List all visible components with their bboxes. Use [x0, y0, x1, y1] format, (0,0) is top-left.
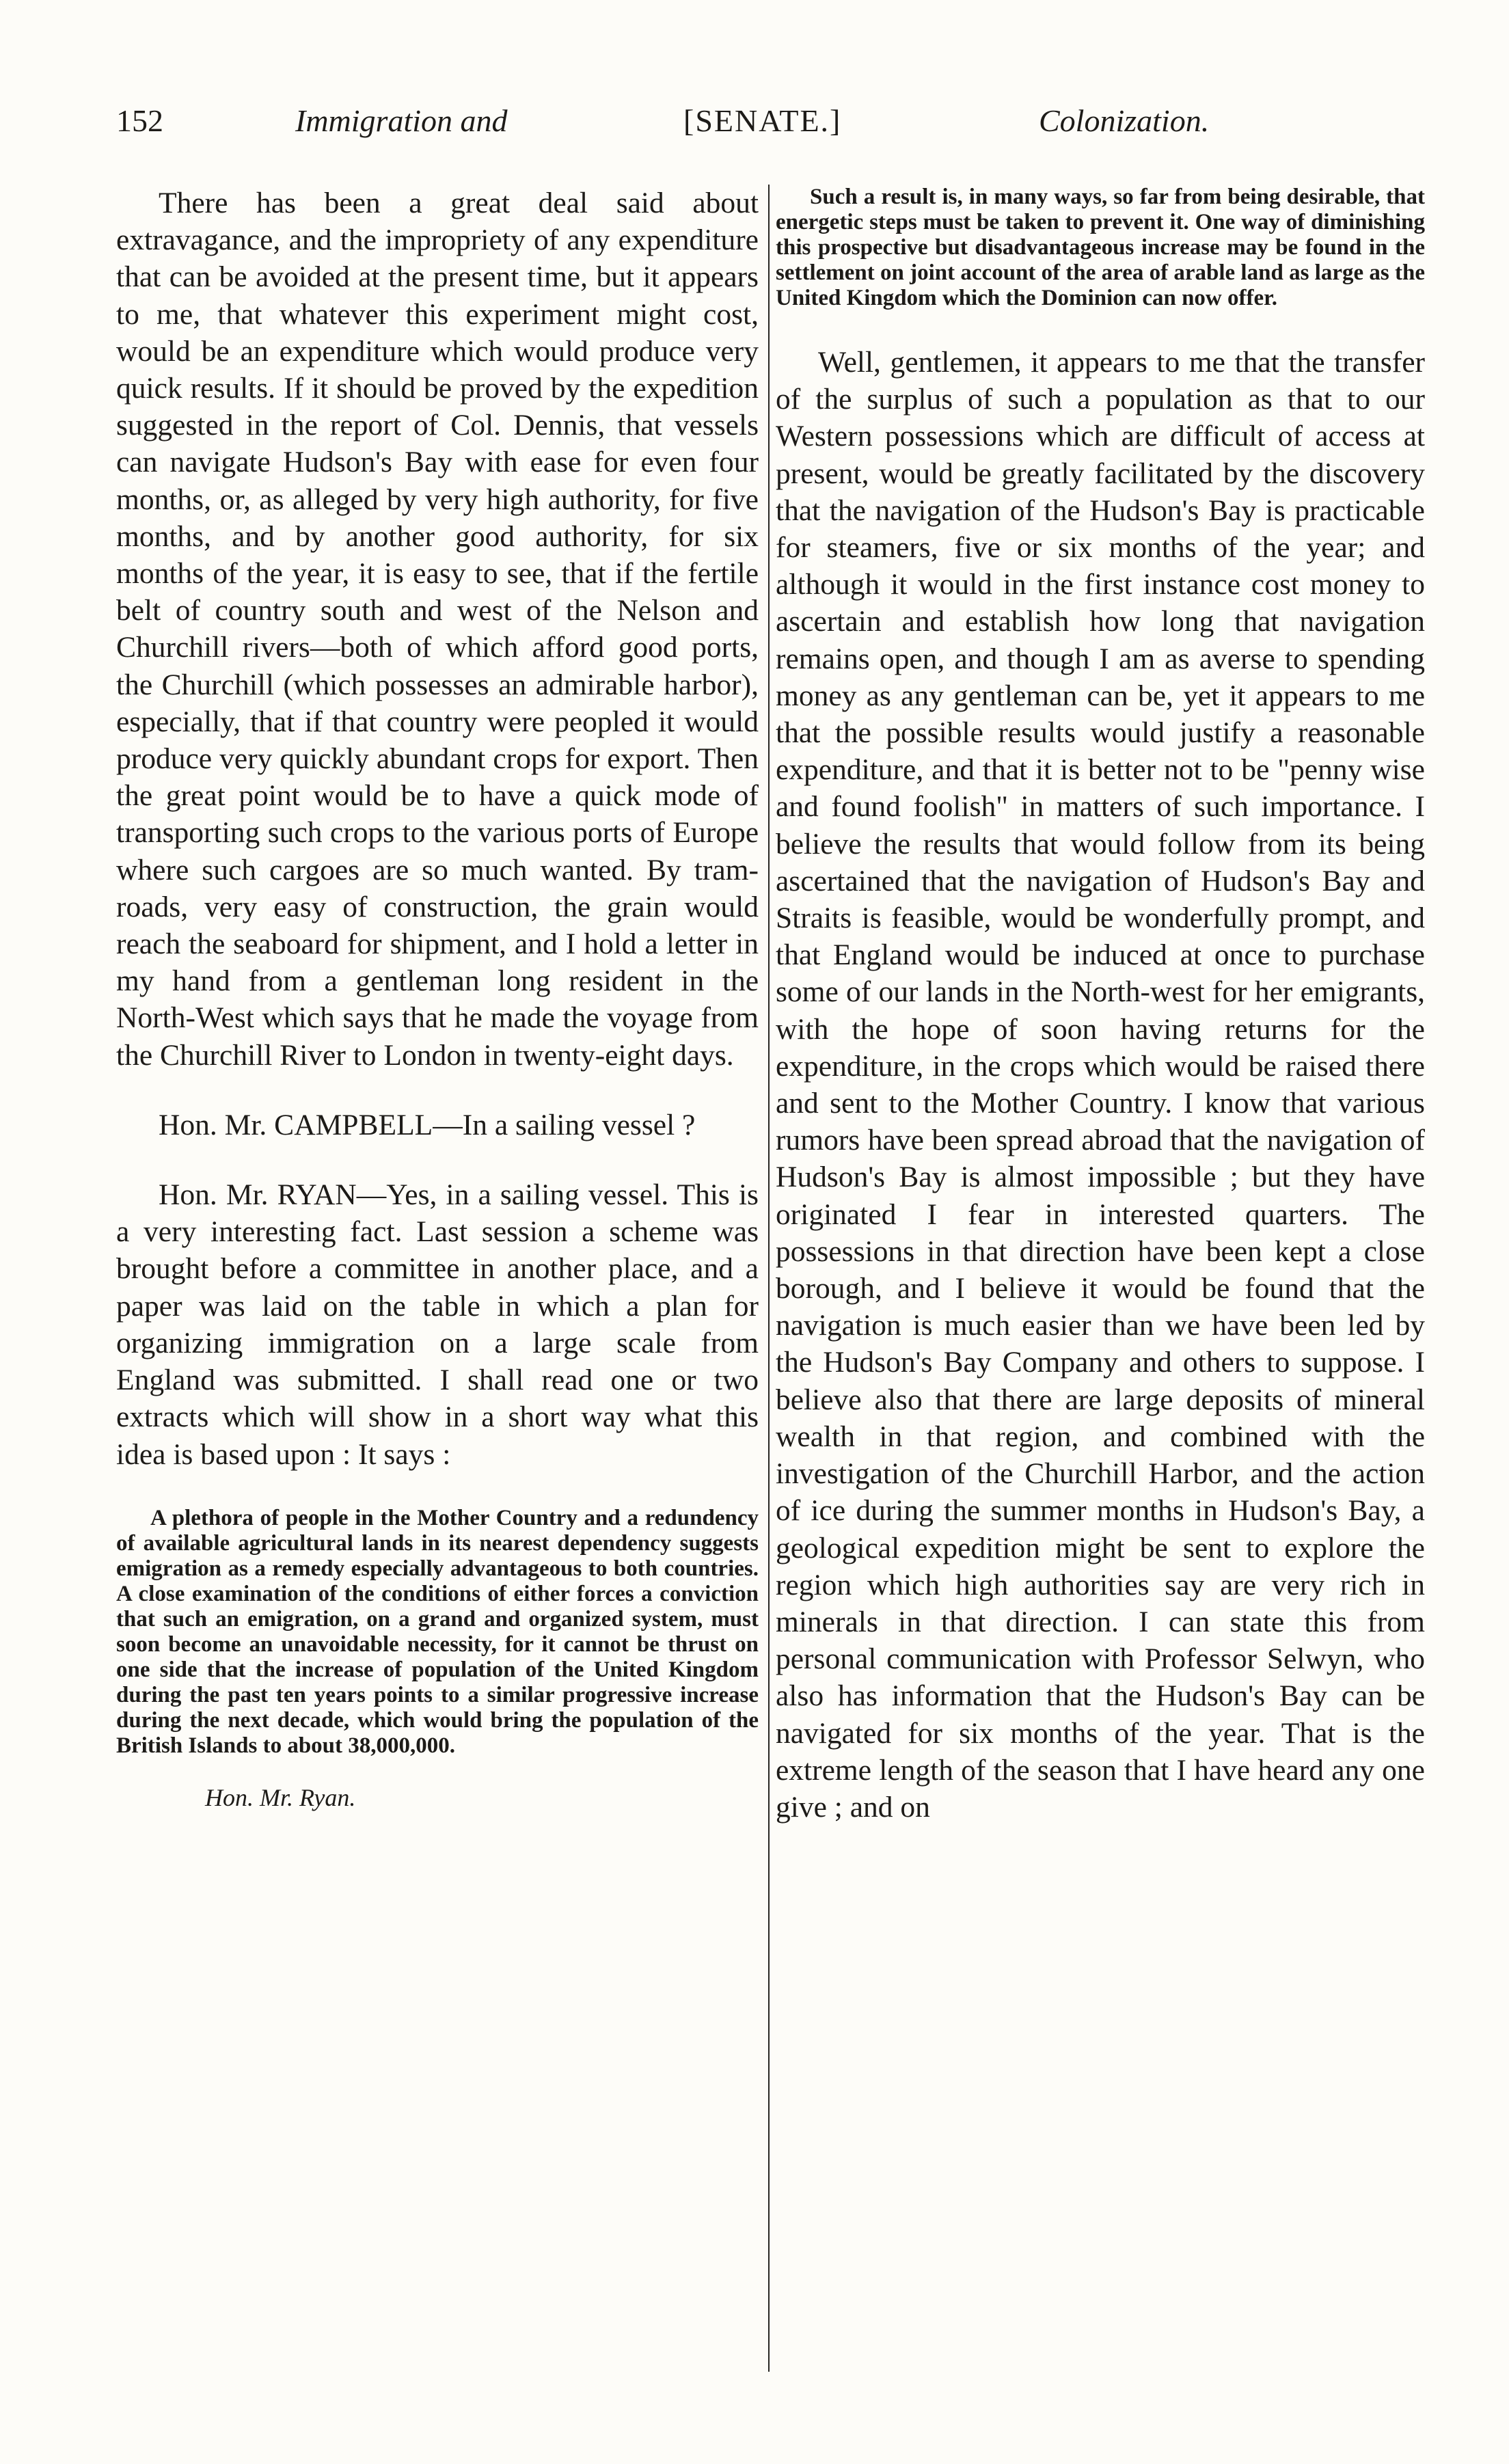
paragraph-extravagance: There has been a great deal said about extravagance, and the impropriety of any expenditure that can be avoided at the present time, but it appears to me, that whatever this experiment might cost, would be an expenditure which would produce very quick results. If it should be proved by the expedition suggested in the report of Col. Dennis, that vessels can navigate Hudson's Bay with ease for even four months, or, as alleged by very high authority, for five months, and by another good authority, for six months of the year, it is easy to see, that if the fertile belt of country south and west of the Nelson and Churchill rivers—both of which afford good ports, the Churchill (which possesses an admirable harbor), especially, that if that country were peopled it would produce very quickly abundant crops for export. Then the great point would be to have a quick mode of transporting such crops to the various ports of Europe where such cargoes are so much wanted. By tram-roads, very easy of construction, the grain would reach the seaboard for shipment, and I hold a letter in my hand from a gentleman long resident in the North-West which says that he made the voyage from the Churchill River to London in twenty-eight days.	[116, 187, 759, 1072]
speaker-signature: Hon. Mr. Ryan.	[205, 1783, 356, 1811]
running-title-center: [SENATE.]	[683, 103, 842, 138]
page-header	[116, 103, 1408, 150]
paragraph-campbell-question: Hon. Mr. CAMPBELL—In a sailing vessel ?	[159, 1108, 696, 1141]
running-title-right: Colonization.	[1039, 103, 1210, 138]
left-column	[116, 185, 759, 1812]
paragraph-ryan-reply: Hon. Mr. RYAN—Yes, in a sailing vessel. This is a very interesting fact. Last session a scheme was brought before a committee in another place, and a paper was laid on the table in which a plan for organizing immigration on a large scale from England was submitted. I shall read one or two extracts which will show in a short way what this idea is based upon : It says :	[116, 1178, 759, 1471]
running-title-left: Immigration and	[295, 103, 508, 138]
quoted-extract-result: Such a result is, in many ways, so far from being desirable, that energetic steps must be taken to prevent it. One way of diminishing this prospective but disadvantageous increase may be found in the settlement on joint account of the area of arable land as large as the United Kingdom which the Dominion can now offer.	[776, 185, 1425, 310]
column-divider	[768, 185, 770, 2372]
page-number: 152	[116, 103, 163, 138]
right-column	[776, 185, 1425, 1826]
paragraph-transfer-surplus: Well, gentlemen, it appears to me that the transfer of the surplus of such a population as that to our Western possessions which are difficult of access at present, would be greatly facilitated by the discovery that the navigation of the Hudson's Bay is practicable for steamers, five or six months of the year; and although it would in the first instance cost money to ascertain and establish how long that navigation remains open, and though I am as averse to spending money as any gentleman can be, yet it appears to me that the possible results would justify a reasonable expenditure, and that it is better not to be "penny wise and found foolish" in matters of such importance. I believe the results that would follow from its being ascertained that the navigation of Hudson's Bay and Straits is feasible, would be wonderfully prompt, and that England would be induced at once to purchase some of our lands in the North-west for her emigrants, with the hope of soon having returns for the expenditure, in the crops which would be raised there and sent to the Mother Country. I know that various rumors have been spread abroad that the navigation of Hudson's Bay is almost impossible ; but they have originated I fear in interested quarters. The possessions in that direction have been kept a close borough, and I believe it would be found that the navigation is much easier than we have been led by the Hudson's Bay Company and others to suppose. I believe also that there are large deposits of mineral wealth in that region, and combined with the investigation of the Churchill Harbor, and the action of ice during the summer months in Hudson's Bay, a geological expedition might be sent to explore the region which high authorities say are very rich in minerals in that direction. I can state this from personal communication with Professor Selwyn, who also has information that the Hudson's Bay can be navigated for six months of the year. That is the extreme length of the season that I have heard any one give ; and on	[776, 346, 1425, 1824]
quoted-extract-plethora: A plethora of people in the Mother Country and a redundency of available agricultural lands in its nearest dependency suggests emigration as a remedy especially advantageous to both countries. A close examination of the conditions of either forces a conviction that such an emigration, on a grand and organized system, must soon become an unavoidable necessity, for it cannot be thrust on one side that the increase of population of the United Kingdom during the past ten years points to a similar progressive increase during the next decade, which would bring the population of the British Islands to about 38,000,000.	[116, 1505, 759, 1758]
